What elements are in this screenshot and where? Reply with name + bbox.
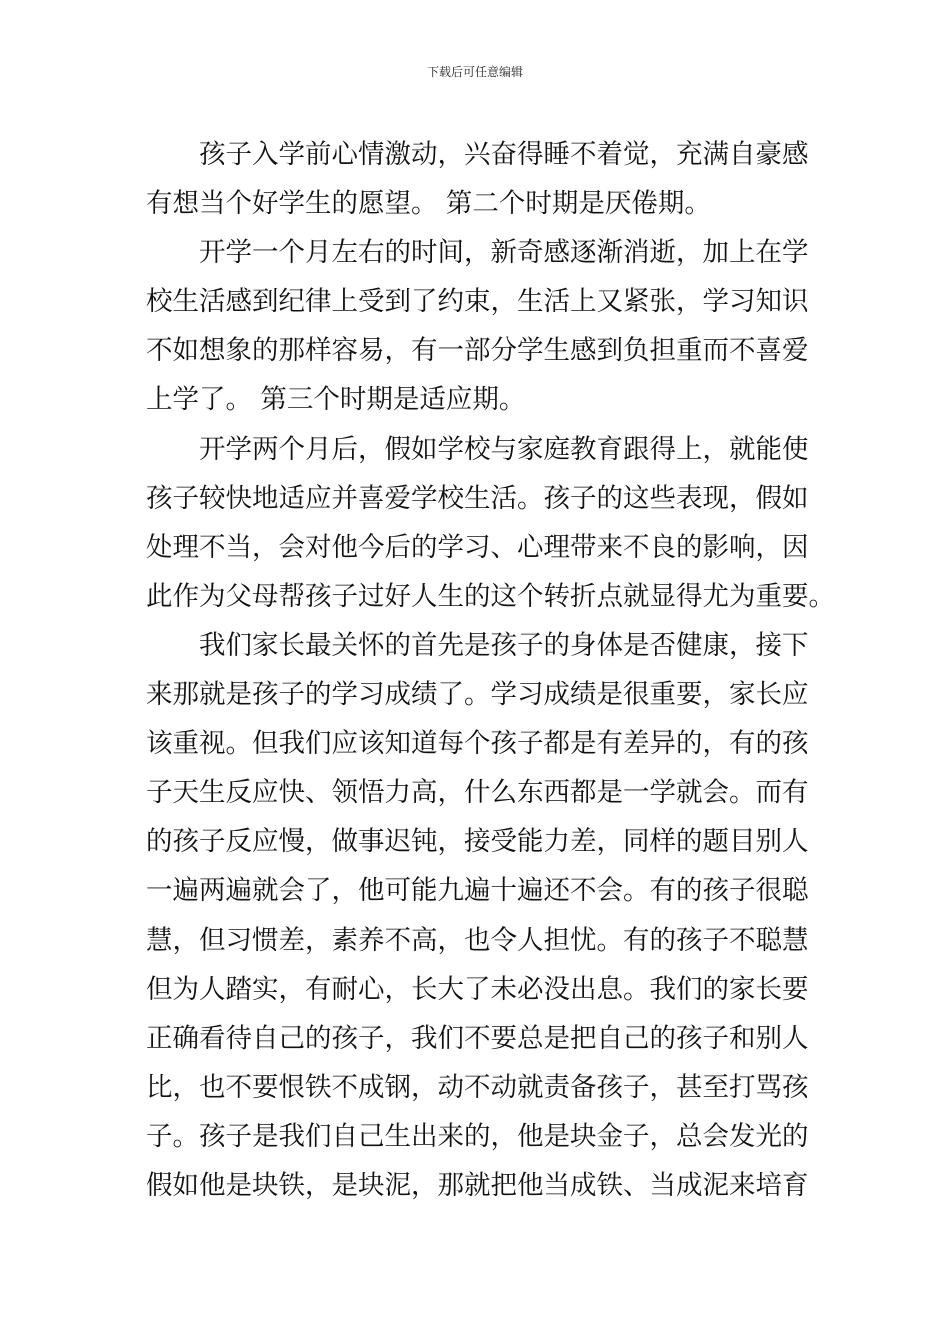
text-line: 来那就是孩子的学习成绩了。学习成绩是很重要，家长应 xyxy=(146,679,809,711)
text-line: 该重视。但我们应该知道每个孩子都是有差异的，有的孩 xyxy=(146,728,809,760)
text-line: 一遍两遍就会了，他可能九遍十遍还不会。有的孩子很聪 xyxy=(146,875,809,907)
body-text xyxy=(146,130,835,1210)
text-line: 有想当个好学生的愿望。 第二个时期是厌倦期。 xyxy=(146,188,711,220)
text-line: 的孩子反应慢，做事迟钝，接受能力差，同样的题目别人 xyxy=(146,826,809,858)
text-line: 孩子入学前心情激动，兴奋得睡不着觉，充满自豪感 xyxy=(199,139,809,170)
paragraph-1 xyxy=(146,130,809,228)
text-line: 孩子较快地适应并喜爱学校生活。孩子的这些表现，假如 xyxy=(146,482,809,514)
text-line: 处理不当，会对他今后的学习、心理带来不良的影响，因 xyxy=(146,531,809,563)
text-line: 上学了。 第三个时期是适应期。 xyxy=(146,384,526,416)
text-line: 不如想象的那样容易，有一部分学生感到负担重而不喜爱 xyxy=(146,335,809,367)
text-line: 我们家长最关怀的首先是孩子的身体是否健康，接下 xyxy=(199,629,809,661)
text-line: 子天生反应快、领悟力高，什么东西都是一学就会。而有 xyxy=(146,777,809,809)
text-line: 慧，但习惯差，素养不高，也令人担忧。有的孩子不聪慧 xyxy=(146,924,809,956)
text-line: 正确看待自己的孩子，我们不要总是把自己的孩子和别人 xyxy=(146,1022,809,1054)
paragraph-3 xyxy=(146,425,835,621)
text-line: 此作为父母帮孩子过好人生的这个转折点就显得尤为重要。 xyxy=(146,580,835,612)
text-line: 开学一个月左右的时间，新奇感逐渐消逝，加上在学 xyxy=(199,237,809,269)
text-line: 子。孩子是我们自己生出来的，他是块金子，总会发光的 xyxy=(146,1120,809,1152)
page-header: 下载后可任意编辑 xyxy=(426,65,523,79)
text-line: 假如他是块铁，是块泥，那就把他当成铁、当成泥来培育 xyxy=(146,1169,809,1201)
text-line: 校生活感到纪律上受到了约束，生活上又紧张，学习知识 xyxy=(146,286,809,318)
text-line: 但为人踏实，有耐心，长大了未必没出息。我们的家长要 xyxy=(146,973,809,1005)
paragraph-2 xyxy=(146,228,809,424)
text-line: 开学两个月后，假如学校与家庭教育跟得上，就能使 xyxy=(199,433,809,465)
paragraph-4 xyxy=(146,621,809,1210)
text-line: 比，也不要恨铁不成钢，动不动就责备孩子，甚至打骂孩 xyxy=(146,1071,809,1103)
